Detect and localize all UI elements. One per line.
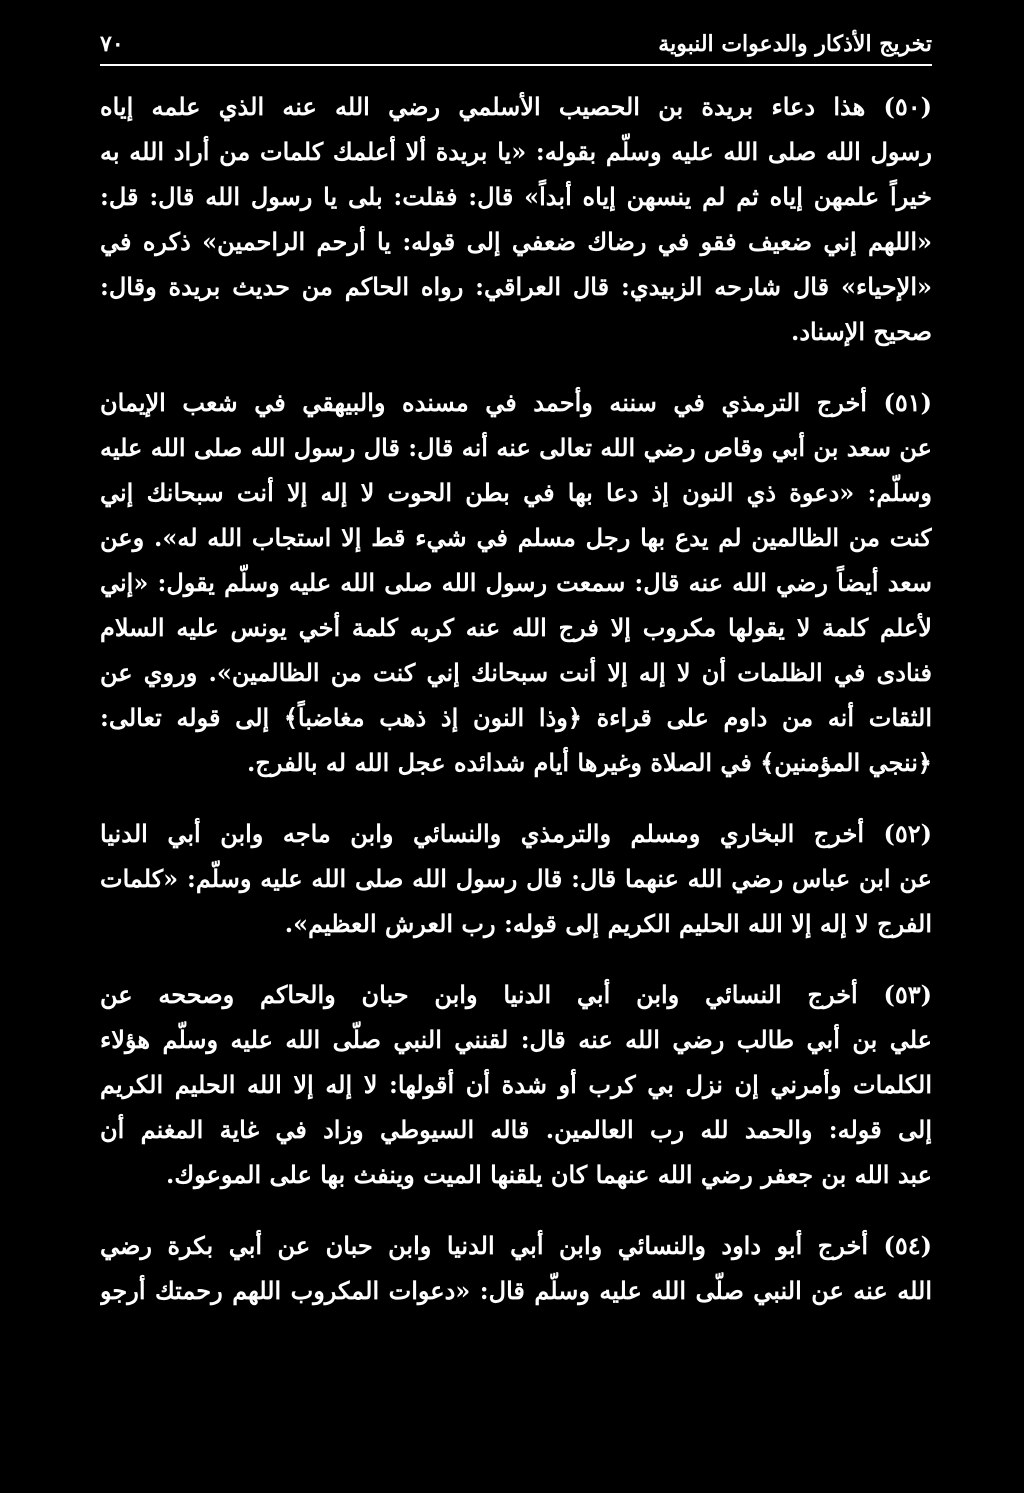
hadith-51-paragraph [100,380,932,785]
text-line: الثقات أنه من داوم على قراءة ﴿وذا النون إذ ذهب مغاضباً﴾ إلى قوله تعالى: [100,703,932,732]
text-line: عن ابن عباس رضي الله عنهما قال: قال رسول الله صلى الله عليه وسلّم: «كلمات [100,864,932,893]
text-line: (٥٣) أخرج النسائي وابن أبي الدنيا وابن حبان والحاكم وصححه عن [100,980,932,1009]
hadith-54-paragraph [100,1223,932,1313]
hadith-50-paragraph [100,84,932,354]
text-line: كنت من الظالمين لم يدع بها رجل مسلم في شيء قط إلا استجاب الله له». وعن [100,523,932,552]
book-title: تخريج الأذكار والدعوات النبوية [658,31,932,57]
text-line: فنادى في الظلمات أن لا إله إلا أنت سبحانك إني كنت من الظالمين». وروي عن [100,658,932,687]
text-line: (٥٠) هذا دعاء بريدة بن الحصيب الأسلمي رضي الله عنه الذي علمه إياه [100,92,932,121]
text-line: رسول الله صلى الله عليه وسلّم بقوله: «يا بريدة ألا أعلمك كلمات من أراد الله به [100,137,932,166]
text-line: عن سعد بن أبي وقاص رضي الله تعالى عنه أنه قال: قال رسول الله صلى الله عليه [100,433,932,462]
text-line: «الإحياء» قال شارحه الزبيدي: قال العراقي: رواه الحاكم من حديث بريدة وقال: [100,272,932,301]
text-line: «اللهم إني ضعيف فقو في رضاك ضعفي إلى قوله: يا أرحم الراحمين» ذكره في [100,227,932,256]
text-line: الكلمات وأمرني إن نزل بي كرب أو شدة أن أقولها: لا إله إلا الله الحليم الكريم [100,1070,932,1099]
hadith-52-paragraph [100,811,932,946]
text-line: (٥٤) أخرج أبو داود والنسائي وابن أبي الدنيا وابن حبان عن أبي بكرة رضي [100,1231,932,1260]
text-line: سعد أيضاً رضي الله عنه قال: سمعت رسول الله صلى الله عليه وسلّم يقول: «إني [100,568,932,597]
text-line: (٥٢) أخرج البخاري ومسلم والترمذي والنسائي وابن ماجه وابن أبي الدنيا [100,819,932,848]
text-line: لأعلم كلمة لا يقولها مكروب إلا فرج الله عنه كربه كلمة أخي يونس عليه السلام [100,613,932,642]
text-line: (٥١) أخرج الترمذي في سننه وأحمد في مسنده والبيهقي في شعب الإيمان [100,388,932,417]
text-line: الفرج لا إله إلا الله الحليم الكريم إلى قوله: رب العرش العظيم». [284,909,932,938]
text-line: الله عنه عن النبي صلّى الله عليه وسلّم قال: «دعوات المكروب اللهم رحمتك أرجو [100,1276,932,1305]
text-line: صحيح الإسناد. [790,317,932,346]
page-number: ٧٠ [100,31,124,57]
text-line: عبد الله بن جعفر رضي الله عنهما كان يلقنها الميت وينفث بها على الموعوك. [166,1160,932,1189]
text-line: إلى قوله: والحمد لله رب العالمين. قاله السيوطي وزاد في غاية المغنم أن [100,1115,932,1144]
header-rule [100,64,932,66]
running-header [100,26,932,62]
text-line: خيراً علمهن إياه ثم لم ينسهن إياه أبداً» قال: فقلت: بلى يا رسول الله قال: قل: [100,182,932,211]
hadith-53-paragraph [100,972,932,1197]
text-line: وسلّم: «دعوة ذي النون إذ دعا بها في بطن الحوت لا إله إلا أنت سبحانك إني [100,478,932,507]
text-line: ﴿ننجي المؤمنين﴾ في الصلاة وغيرها أيام شدائده عجل الله له بالفرج. [247,748,932,777]
page-body [100,84,932,1453]
text-line: علي بن أبي طالب رضي الله عنه قال: لقنني النبي صلّى الله عليه وسلّم هؤلاء [100,1025,932,1054]
